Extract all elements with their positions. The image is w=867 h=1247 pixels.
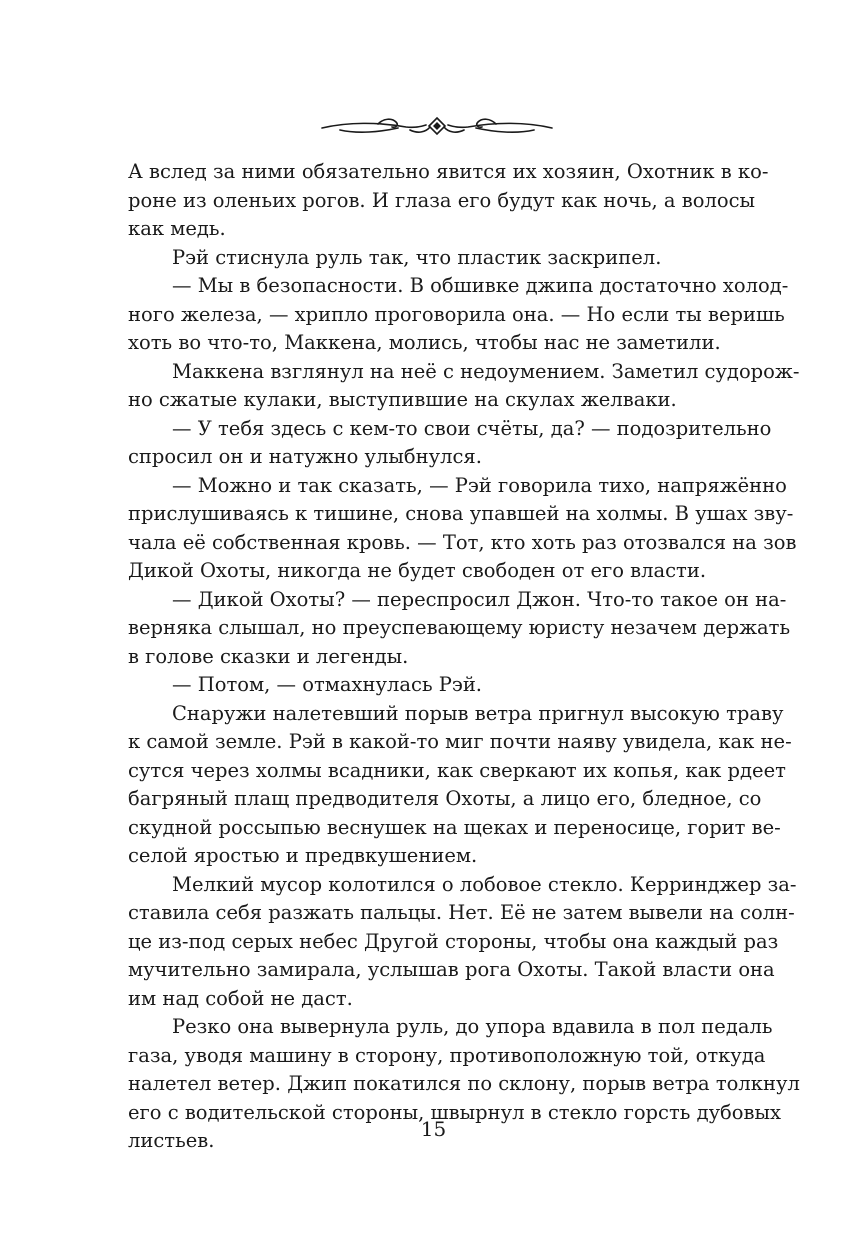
text-line: к самой земле. Рэй в какой-то миг почти наяву увидела, как не- (128, 730, 792, 753)
text-line: налетел ветер. Джип покатился по склону, порыв ветра толкнул (128, 1072, 800, 1095)
page-number: 15 (420, 1117, 447, 1141)
text-line: Снаружи налетевший порыв ветра пригнул высокую траву (172, 701, 784, 725)
text-line: спросил он и натужно улыбнулся. (128, 445, 482, 468)
text-line: листьев. (128, 1129, 215, 1152)
text-line: — У тебя здесь с кем-то свои счёты, да? — подозрительно (172, 416, 772, 440)
text-line: Рэй стиснула руль так, что пластик заскрипел. (172, 245, 662, 269)
text-line: его с водительской стороны, швырнул в стекло горсть дубовых (128, 1100, 782, 1124)
text-line: прислушиваясь к тишине, снова упавшей на холмы. В ушах зву- (128, 502, 794, 525)
text-line: Дикой Охоты, никогда не будет свободен от его власти. (128, 559, 707, 582)
text-line: как медь. (128, 217, 226, 240)
text-line: чала её собственная кровь. — Тот, кто хоть раз отозвался на зов (128, 530, 797, 554)
text-line: — Можно и так сказать, — Рэй говорила тихо, напряжённо (172, 473, 787, 497)
text-line: багряный плащ предводителя Охоты, а лицо его, бледное, со (128, 787, 762, 810)
text-line: сутся через холмы всадники, как сверкают их копья, как рдеет (128, 758, 786, 782)
text-line: Резко она вывернула руль, до упора вдавила в пол педаль (172, 1015, 773, 1038)
text-line: в голове сказки и легенды. (128, 644, 409, 668)
text-line: селой яростью и предвкушением. (128, 844, 478, 867)
text-line: хоть во что-то, Маккена, молись, чтобы нас не заметили. (128, 331, 721, 354)
text-line: но сжатые кулаки, выступившие на скулах желваки. (128, 388, 677, 411)
text-line: це из-под серых небес Другой стороны, чтобы она каждый раз (128, 929, 779, 953)
text-line: — Потом, — отмахнулась Рэй. (172, 673, 483, 696)
body-text (128, 158, 800, 1156)
text-line: А вслед за ними обязательно явится их хозяин, Охотник в ко- (128, 160, 769, 183)
text-line: газа, уводя машину в сторону, противоположную той, откуда (128, 1043, 766, 1067)
text-line: — Дикой Охоты? — переспросил Джон. Что-то такое он на- (172, 587, 787, 611)
text-line: скудной россыпью веснушек на щеках и переносице, горит ве- (128, 815, 781, 839)
text-line: Маккена взглянул на неё с недоумением. Заметил судорож- (172, 359, 800, 383)
text-line: им над собой не даст. (128, 986, 353, 1010)
text-line: — Мы в безопасности. В обшивке джипа достаточно холод- (172, 274, 789, 297)
text-line: верняка слышал, но преуспевающему юристу незачем держать (128, 616, 791, 639)
text-line: Мелкий мусор колотился о лобовое стекло. Керринджер за- (172, 872, 797, 896)
text-line: мучительно замирала, услышав рога Охоты. Такой власти она (128, 958, 775, 981)
text-line: роне из оленьих рогов. И глаза его будут как ночь, а волосы (128, 188, 756, 212)
text-line: ного железа, — хрипло проговорила она. — Но если ты веришь (128, 302, 785, 326)
ornament-divider (318, 112, 556, 140)
text-line: ставила себя разжать пальцы. Нет. Её не затем вывели на солн- (128, 901, 795, 924)
